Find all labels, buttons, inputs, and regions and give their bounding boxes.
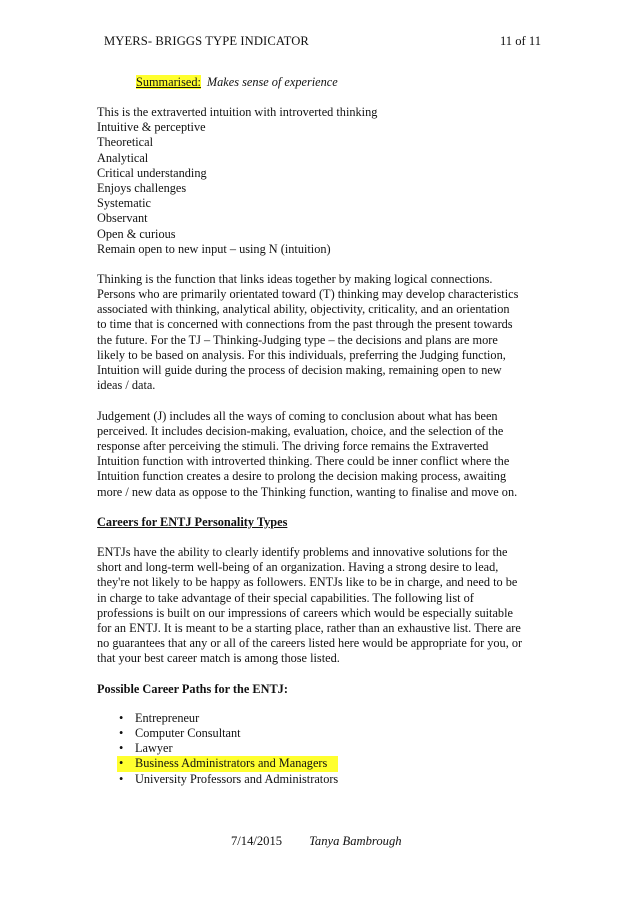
- trait-line: Observant: [97, 211, 148, 226]
- paragraph-line: response after perceiving the stimuli. The driving force remains the Extraverted: [97, 438, 489, 453]
- paragraph-line: Persons who are primarily orientated toward (T) thinking may develop characteristics: [97, 287, 519, 302]
- paragraph-line: more / new data as oppose to the Thinking function, wanting to finalise and move on.: [97, 484, 518, 499]
- paragraph-line: associated with thinking, analytical ability, objectivity, criticality, and an orientation: [97, 302, 510, 317]
- trait-line: Remain open to new input – using N (intuition): [97, 241, 331, 256]
- page-body: [97, 75, 545, 787]
- career-paths-heading: Possible Career Paths for the ENTJ:: [97, 681, 288, 696]
- paragraph-line: ideas / data.: [97, 378, 156, 393]
- paragraph-line: Judgement (J) includes all the ways of coming to conclusion about what has been: [97, 408, 498, 423]
- summary-line: [97, 75, 545, 91]
- judgement-paragraph: [97, 409, 545, 500]
- career-path-label: Lawyer: [135, 741, 173, 756]
- paragraph-line: that your best career match is among those listed.: [97, 651, 340, 666]
- page-number: 11 of 11: [499, 34, 541, 48]
- paragraph-line: the future. For the TJ – Thinking-Judging type – the decisions and plans are more: [97, 332, 498, 347]
- career-paths-list: [97, 711, 545, 787]
- trait-line: Theoretical: [97, 135, 153, 150]
- paragraph-line: professions is built on our impressions of careers which would be especially suitable: [97, 605, 513, 620]
- paragraph-line: short and long-term well-being of an organization. Having a strong desire to lead,: [97, 560, 499, 575]
- list-item: [97, 726, 545, 741]
- trait-line: Analytical: [97, 150, 149, 165]
- paragraph-line: for an ENTJ. It is meant to be a starting place, rather than an exhaustive list. There are: [97, 620, 521, 635]
- paragraph-line: to time that is concerned with connections from the past through the present towards: [97, 317, 513, 332]
- traits-list: [97, 105, 545, 257]
- summary-text: Makes sense of experience: [206, 75, 338, 89]
- bullet-icon: •: [119, 771, 124, 786]
- bullet-icon: •: [119, 710, 124, 725]
- paragraph-line: perceived. It includes decision-making, evaluation, choice, and the selection of the: [97, 423, 504, 438]
- highlighted-item: [119, 756, 328, 771]
- trait-line: Systematic: [97, 196, 151, 211]
- summary-label: Summarised:: [136, 75, 201, 89]
- paragraph-line: ENTJs have the ability to clearly identify problems and innovative solutions for the: [97, 544, 508, 559]
- page-header: [104, 34, 541, 52]
- list-item: [97, 772, 545, 787]
- footer-date: 7/14/2015: [231, 834, 283, 848]
- thinking-paragraph: [97, 272, 545, 394]
- trait-line: This is the extraverted intuition with introverted thinking: [97, 105, 378, 119]
- career-path-label: Entrepreneur: [135, 710, 200, 725]
- page-footer: [231, 834, 402, 849]
- paragraph-line: no guarantees that any or all of the careers listed here would be appropriate for you, or: [97, 636, 523, 651]
- bullet-icon: •: [119, 741, 124, 756]
- paragraph-line: they're not likely to be happy as followers. ENTJs like to be in charge, and need to be: [97, 575, 518, 590]
- trait-line: Critical understanding: [97, 165, 207, 180]
- paragraph-line: Intuition function with introverted thinking. There could be inner conflict where the: [97, 454, 510, 469]
- career-path-label: University Professors and Administrators: [135, 771, 339, 786]
- careers-heading: Careers for ENTJ Personality Types: [97, 514, 288, 529]
- paragraph-line: Intuition will guide during the process of decision making, remaining open to new: [97, 363, 502, 378]
- bullet-icon: •: [119, 756, 124, 771]
- careers-intro-paragraph: [97, 545, 545, 667]
- bullet-icon: •: [119, 725, 124, 740]
- list-item: [97, 741, 545, 756]
- career-path-label: Computer Consultant: [135, 725, 241, 740]
- paragraph-line: likely to be based on analysis. For this individuals, preferring the Judging function,: [97, 347, 506, 362]
- paragraph-line: Thinking is the function that links ideas together by making logical connections.: [97, 271, 493, 286]
- footer-author: Tanya Bambrough: [309, 834, 402, 848]
- trait-line: Enjoys challenges: [97, 180, 187, 195]
- trait-line: Open & curious: [97, 226, 176, 241]
- trait-line: Intuitive & perceptive: [97, 120, 206, 135]
- career-path-label: Business Administrators and Managers: [135, 756, 328, 771]
- document-title: MYERS- BRIGGS TYPE INDICATOR: [104, 34, 309, 48]
- list-item: [97, 756, 545, 771]
- paragraph-line: Intuition function creates a desire to prolong the decision making process, awaiting: [97, 469, 507, 484]
- list-item: [97, 711, 545, 726]
- paragraph-line: in charge to take advantage of their special capabilities. The following list of: [97, 590, 474, 605]
